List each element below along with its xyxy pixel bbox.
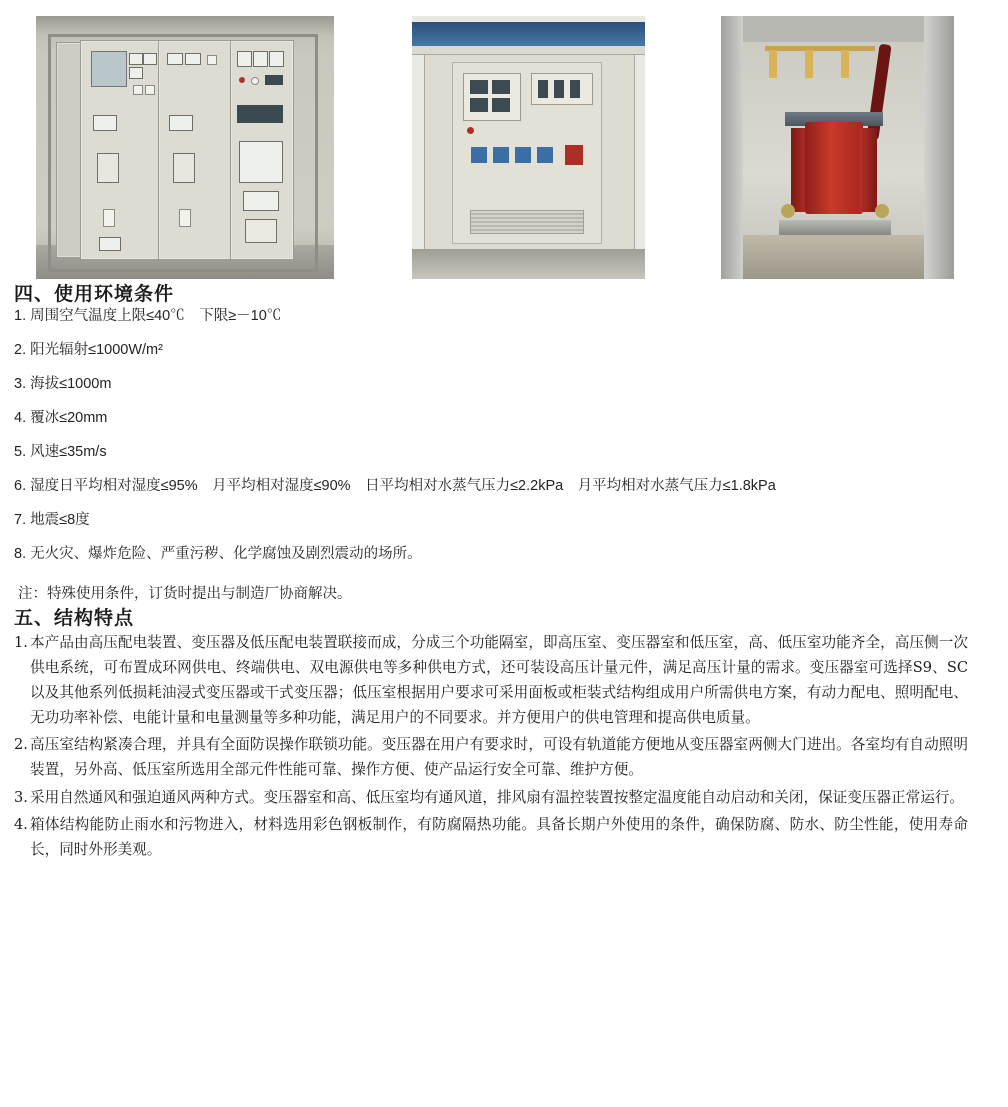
photo3-base-rail	[779, 220, 891, 236]
photo2-ventilation-louver	[470, 210, 584, 234]
list-item-text: 箱体结构能防止雨水和污物进入，材料选用彩色钢板制作，有防腐隔热功能。具备长期户外使用的条件，确保防腐、防水、防尘性能，使用寿命长，同时外形美观。	[30, 815, 968, 858]
photo2-roof	[412, 22, 645, 48]
photo3-top-beam	[743, 16, 924, 42]
document-content	[0, 279, 1008, 862]
photo3-connector	[805, 50, 813, 78]
list-item: 7. 地震≤8度	[14, 512, 90, 528]
list-item: 5. 风速≤35m/s	[14, 444, 107, 460]
list-item-text: 本产品由高压配电装置、变压器及低压配电装置联接而成，分成三个功能隔室，即高压室、变压器室和低压室，高、低压室功能齐全，高压侧一次供电系统，可布置成环网供电、终端供电、双电源供电等多种供电方式，还可装设高压计量元件，满足高压计量的需求。变压器室可选择S9、SC以及其他系列低损耗油浸式变压器或干式变压器；低压室根据用户要求可采用面板或柜装式结构组成用户所需供电方案，有动力配电、照明配电、无功功率补偿、电能计量和电量测量等多种功能，满足用户的不同要求。并方便用户的供电管理和提高供电质量。	[30, 634, 968, 727]
photo2-indicator-lamp	[467, 127, 474, 134]
photo3-floor	[743, 235, 924, 279]
list-item: 4. 覆冰≤20mm	[14, 410, 108, 426]
photo2-button	[471, 147, 487, 163]
photo3-busbar	[765, 46, 875, 51]
photo3-door-right	[924, 16, 954, 279]
photo3-door-left	[721, 16, 743, 279]
photo-transformer-interior	[721, 16, 954, 279]
section-title-structure-features: 五、结构特点	[14, 608, 135, 629]
list-item-text: 高压室结构紧凑合理，并具有全面防误操作联锁功能。变压器在用户有要求时，可设有轨道能方便地从变压器室两侧大门进出。各室均有自动照明装置，另外高、低压室所选用全部元件性能可靠、操作方便、使产品运行安全可靠、维护方便。	[30, 736, 968, 779]
list-item: 2. 阳光辐射≤1000W/m²	[14, 342, 163, 358]
photo-outdoor-substation	[412, 16, 645, 279]
list-item	[14, 785, 968, 810]
photo2-ground	[412, 249, 645, 279]
photo3-connector	[769, 50, 777, 78]
structure-feature-list	[14, 630, 968, 862]
photo3-coil-right	[859, 128, 877, 212]
photo2-switch	[538, 80, 548, 98]
list-item-number: 4.	[14, 815, 28, 833]
list-item-number: 2.	[14, 736, 28, 754]
list-item	[14, 732, 968, 782]
photo2-emergency-stop	[565, 145, 583, 165]
list-item: 1. 周围空气温度上限≤40℃ 下限≥－10℃	[14, 308, 282, 324]
photo2-switch	[554, 80, 564, 98]
photo3-roller	[875, 204, 889, 218]
usage-condition-list	[14, 306, 968, 564]
photo2-switch	[570, 80, 580, 98]
list-item: 3. 海拔≤1000m	[14, 376, 112, 392]
photo-row	[0, 0, 1008, 279]
photo2-meter	[470, 80, 488, 94]
list-item: 8. 无火灾、爆炸危险、严重污秽、化学腐蚀及剧烈震动的场所。	[14, 546, 422, 562]
list-item	[14, 812, 968, 862]
section-title-usage-environment: 四、使用环境条件	[14, 284, 175, 305]
photo2-button	[493, 147, 509, 163]
list-item-text: 采用自然通风和强迫通风两种方式。变压器室和高、低压室均有通风道，排风扇有温控装置按整定温度能自动启动和关闭，保证变压器正常运行。	[30, 788, 965, 806]
photo2-button	[537, 147, 553, 163]
photo1-room-frame	[48, 34, 318, 272]
photo1-ceiling	[36, 16, 334, 36]
list-item-number: 3.	[14, 788, 28, 806]
usage-condition-note: 注：特殊使用条件，订货时提出与制造厂协商解决。	[18, 586, 352, 602]
photo2-meter	[492, 98, 510, 112]
photo2-button	[515, 147, 531, 163]
photo3-connector	[841, 50, 849, 78]
photo3-coil-center	[805, 122, 863, 214]
photo2-meter	[492, 80, 510, 94]
list-item-number: 1.	[14, 634, 28, 651]
list-item	[14, 630, 968, 730]
photo-indoor-switchgear	[36, 16, 334, 279]
photo3-roller	[781, 204, 795, 218]
photo2-instrument-group	[463, 73, 521, 121]
photo2-meter	[470, 98, 488, 112]
photo2-switch-group	[531, 73, 593, 105]
list-item: 6. 湿度日平均相对湿度≤95% 月平均相对湿度≤90% 日平均相对水蒸气压力≤2.2kPa 月平均相对水蒸气压力≤1.8kPa	[14, 478, 776, 494]
